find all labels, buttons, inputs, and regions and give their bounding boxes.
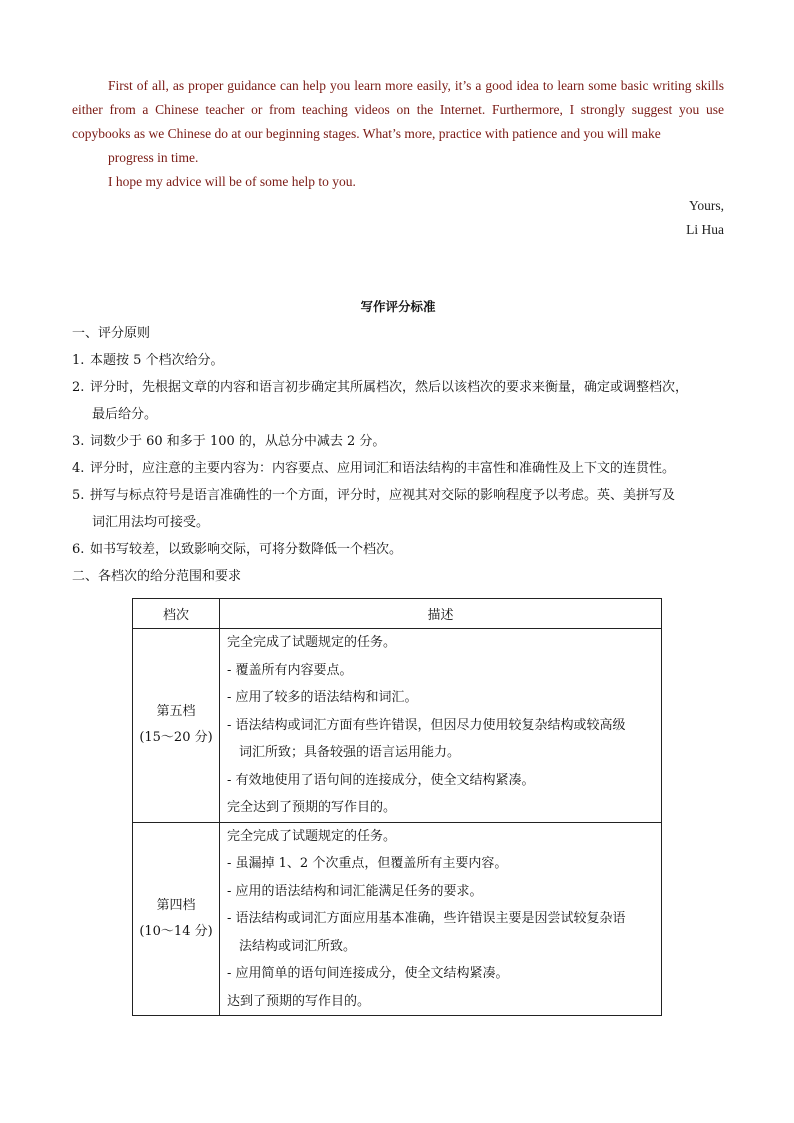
description-line: 完全完成了试题规定的任务。 xyxy=(227,828,397,844)
rule-text: 拼写与标点符号是语言准确性的一个方面，评分时，应视其对交际的影响程度予以考虑。英、美拼写及 xyxy=(90,488,676,503)
description-line: - 有效地使用了语句间的连接成分，使全文结构紧凑。 xyxy=(227,772,535,788)
letter-closing: Yours, xyxy=(688,198,724,213)
level-cell xyxy=(133,629,220,823)
description-line: - 语法结构或词汇方面有些许错误，但因尽力使用较复杂结构或较高级 xyxy=(227,717,626,733)
level-cell xyxy=(133,822,220,1016)
description-line: - 应用了较多的语法结构和词汇。 xyxy=(227,690,418,705)
description-line: 完全完成了试题规定的任务。 xyxy=(227,635,397,650)
description-line-continued: 词汇所致；具备较强的语言运用能力。 xyxy=(239,745,461,760)
section-heading-grade-ranges: 二、各档次的给分范围和要求 xyxy=(72,569,242,584)
rule-item xyxy=(72,428,724,455)
rule-text: 词数少于 60 和多于 100 的，从总分中减去 2 分。 xyxy=(90,434,386,449)
level-range: (15～20 分) xyxy=(139,730,213,746)
rule-text-continued: 最后给分。 xyxy=(92,407,158,422)
letter-paragraph-1: First of all, as proper guidance can help you learn more easily, it’s a good idea to learn some basic writing skills either from a Chinese teacher or from teaching videos on the Internet. Furthermore, I strongly suggest you use copybooks as we Chinese do at our beginning stages. What’s more, practice with patience and you will make xyxy=(72,78,724,141)
description-line: - 应用的语法结构和词汇能满足任务的要求。 xyxy=(227,883,483,899)
description-cell xyxy=(220,629,662,823)
rule-text: 评分时，应注意的主要内容为：内容要点、应用词汇和语法结构的丰富性和准确性及上下文的连贯性。 xyxy=(90,461,676,476)
table-row xyxy=(133,822,662,1016)
rule-text: 评分时，先根据文章的内容和语言初步确定其所属档次，然后以该档次的要求来衡量，确定或调整档次， xyxy=(90,380,689,395)
rule-number: 4. xyxy=(72,461,85,476)
level-name: 第五档 xyxy=(156,704,196,720)
description-line: - 语法结构或词汇方面应用基本准确，些许错误主要是因尝试较复杂语 xyxy=(227,911,626,926)
description-line: - 覆盖所有内容要点。 xyxy=(227,662,353,678)
level-range: (10～14 分) xyxy=(139,923,213,939)
rule-number: 3. xyxy=(72,434,85,449)
rule-text: 本题按 5 个档次给分。 xyxy=(90,353,224,368)
rule-number: 5. xyxy=(72,488,85,503)
description-line-continued: 法结构或词汇所致。 xyxy=(239,938,357,954)
letter-paragraph-1-end: progress in time. xyxy=(108,150,199,165)
grade-table xyxy=(132,598,662,1016)
header-level: 档次 xyxy=(133,599,220,629)
rule-number: 1. xyxy=(72,353,85,368)
letter-paragraph-2: I hope my advice will be of some help to you. xyxy=(108,174,356,189)
rubric-title: 写作评分标准 xyxy=(360,299,436,314)
rule-item xyxy=(72,455,724,482)
description-line: 完全达到了预期的写作目的。 xyxy=(227,800,397,815)
header-description: 描述 xyxy=(220,599,662,629)
level-name: 第四档 xyxy=(156,897,196,913)
description-line: 达到了预期的写作目的。 xyxy=(227,993,371,1009)
scoring-rubric xyxy=(72,294,724,590)
letter-body xyxy=(72,74,724,242)
rule-number: 6. xyxy=(72,542,85,557)
rule-item xyxy=(72,482,724,509)
description-line: - 虽漏掉 1、2 个次重点，但覆盖所有主要内容。 xyxy=(227,856,508,871)
letter-signature: Li Hua xyxy=(686,222,724,237)
table-header-row xyxy=(133,599,662,629)
rule-item xyxy=(72,347,724,374)
rule-item xyxy=(72,374,724,401)
table-row xyxy=(133,629,662,823)
rule-text-continued: 词汇用法均可接受。 xyxy=(92,515,210,530)
section-heading-principles: 一、评分原则 xyxy=(72,326,151,341)
description-cell xyxy=(220,822,662,1016)
description-line: - 应用简单的语句间连接成分，使全文结构紧凑。 xyxy=(227,966,509,981)
rule-item xyxy=(72,536,724,563)
rule-text: 如书写较差，以致影响交际，可将分数降低一个档次。 xyxy=(90,542,403,557)
rule-number: 2. xyxy=(72,380,85,395)
